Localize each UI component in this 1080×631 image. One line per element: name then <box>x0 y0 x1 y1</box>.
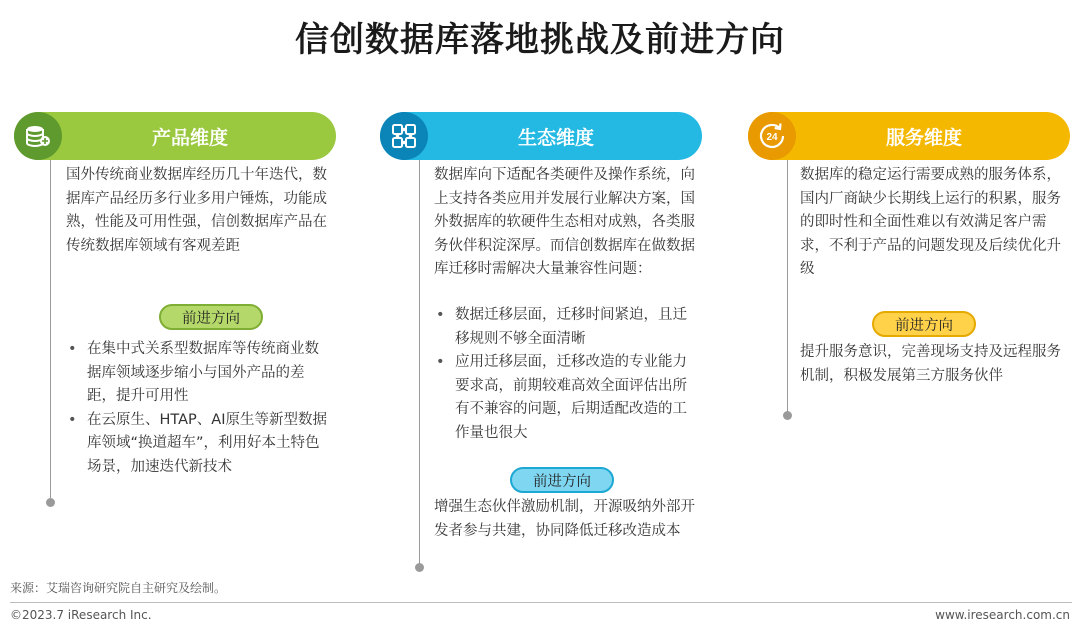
list-item: • 数据迁移层面，迁移时间紧迫，且迁移规则不够全面清晰 <box>434 304 700 351</box>
timeline-line <box>419 160 420 563</box>
service-dimension-column <box>748 112 1070 384</box>
service-dimension-header <box>748 112 1070 160</box>
ecosystem-direction-text: 增强生态伙伴激励机制，开源吸纳外部开发者参与共建，协同降低迁移改造成本 <box>434 499 695 539</box>
service-description: 数据库的稳定运行需要成熟的服务体系，国内厂商缺少长期线上运行的积累，服务的即时性和全面性难以有效满足客户需求，不利于产品的问题发现及后续优化升级 <box>800 167 1061 277</box>
product-direction-label: 前进方向 <box>159 304 263 330</box>
database-icon <box>14 112 62 160</box>
list-item: • 在云原生、HTAP、AI原生等新型数据库领域“换道超车”，利用好本土特色场景，加速迭代新技术 <box>66 409 332 480</box>
ecosystem-puzzle-icon <box>380 112 428 160</box>
timeline-dot <box>415 563 424 572</box>
timeline-dot <box>783 411 792 420</box>
product-dimension-column <box>14 112 336 475</box>
product-dimension-title: 产品维度 <box>151 126 228 149</box>
service-24h-icon <box>748 112 796 160</box>
footer-divider <box>10 602 1072 603</box>
timeline-dot <box>46 498 55 507</box>
service-direction-label: 前进方向 <box>872 311 976 337</box>
product-description: 国外传统商业数据库经历几十年迭代，数据库产品经历多行业多用户锤炼，功能成熟，性能及可用性强，信创数据库产品在传统数据库领域有客观差距 <box>66 167 327 254</box>
list-item: • 在集中式关系型数据库等传统商业数据库领域逐步缩小与国外产品的差距，提升可用性 <box>66 338 332 409</box>
service-24h-text: 24 <box>766 132 778 143</box>
ecosystem-dimension-title: 生态维度 <box>517 126 594 149</box>
list-item: • 应用迁移层面，迁移改造的专业能力要求高，前期较难高效全面评估出所有不兼容的问题，后期适配改造的工作量也很大 <box>434 351 700 445</box>
timeline-line <box>50 160 51 498</box>
service-dimension-title: 服务维度 <box>885 126 962 149</box>
ecosystem-description: 数据库向下适配各类硬件及操作系统，向上支持各类应用并发展行业解决方案，国外数据库的软硬件生态相对成熟，各类服务伙伴积淀深厚。而信创数据库在做数据库迁移时需解决大量兼容性问题： <box>434 167 695 277</box>
copyright: ©2023.7 iResearch Inc. <box>10 608 152 622</box>
website-link[interactable]: www.iresearch.com.cn <box>935 608 1070 622</box>
service-direction-text: 提升服务意识，完善现场支持及远程服务机制，积极发展第三方服务伙伴 <box>800 344 1061 384</box>
ecosystem-issue-list <box>434 304 700 445</box>
ecosystem-dimension-header <box>380 112 702 160</box>
timeline-line <box>787 160 788 412</box>
source-note: 来源：艾瑞咨询研究院自主研究及绘制。 <box>10 581 227 595</box>
ecosystem-direction-label: 前进方向 <box>510 467 614 493</box>
product-direction-list <box>66 338 332 479</box>
product-dimension-header <box>14 112 336 160</box>
page-title: 信创数据库落地挑战及前进方向 <box>295 20 785 60</box>
ecosystem-dimension-column <box>380 112 702 539</box>
